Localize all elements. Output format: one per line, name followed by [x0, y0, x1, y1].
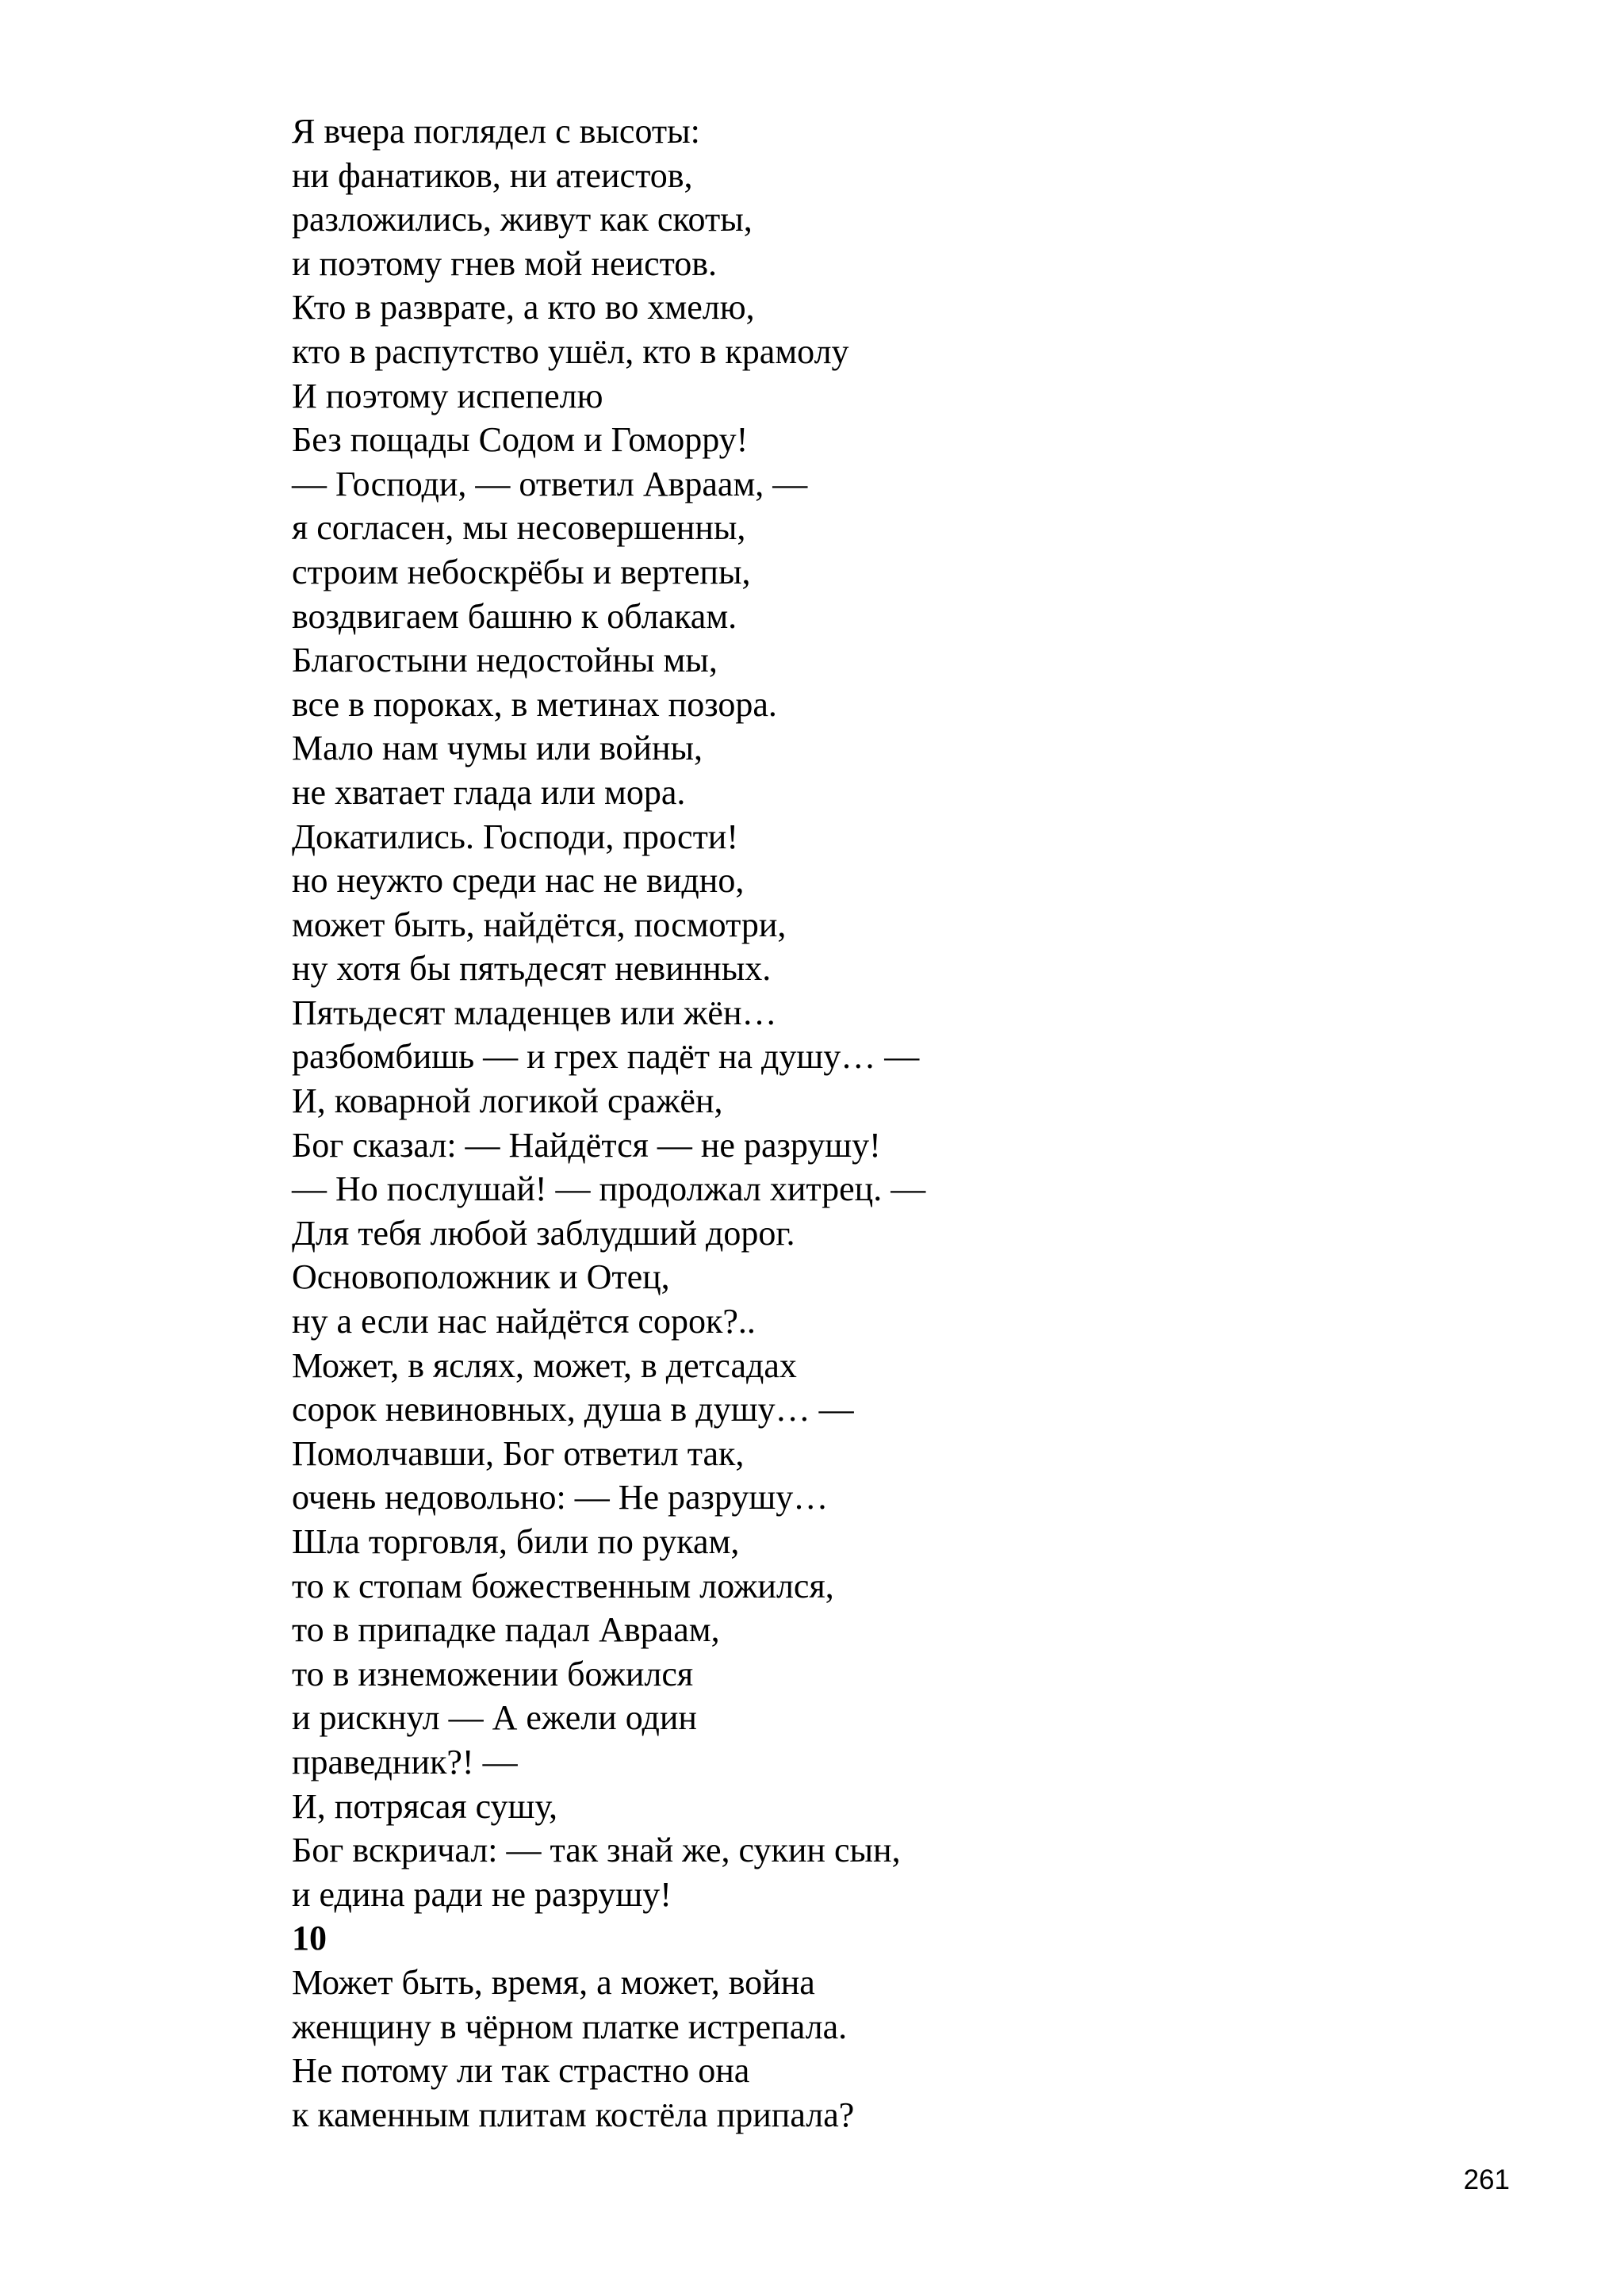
poem-line: но неужто среди нас не видно, [292, 861, 745, 901]
poem-line: И поэтому испепелю [292, 376, 603, 415]
poem-line: я согласен, мы несовершенны, [292, 508, 746, 548]
poem-line: к каменным плитам костёла припала? [292, 2095, 855, 2134]
poem-line: Шла торговля, били по рукам, [292, 1522, 740, 1561]
poem-line: Для тебя любой заблудший дорог. [292, 1213, 795, 1253]
poem-line: И, потрясая сушу, [292, 1786, 558, 1826]
poem-line: и поэтому гнев мой неистов. [292, 243, 718, 283]
poem-line: сорок невиновных, душа в душу… — [292, 1390, 854, 1429]
poem-line: Благостыни недостойны мы, [292, 641, 718, 680]
poem-line: то в изнеможении божился [292, 1654, 694, 1693]
poem-line: — Но послушай! — продолжал хитрец. — [292, 1169, 926, 1209]
poem-line: ну хотя бы пятьдесят невинных. [292, 949, 772, 989]
poem-line: все в пороках, в метинах позора. [292, 684, 777, 724]
poem-text [292, 109, 1402, 2137]
poem-line: очень недовольно: — Не разрушу… [292, 1478, 829, 1517]
poem-line: Кто в разврате, а кто во хмелю, [292, 288, 755, 327]
poem-line: Бог вскричал: — так знай же, сукин сын, [292, 1831, 901, 1870]
poem-line: разложились, живут как скоты, [292, 200, 753, 239]
poem-line: может быть, найдётся, посмотри, [292, 905, 787, 944]
poem-line: Помолчавши, Бог ответил так, [292, 1433, 745, 1473]
poem-line: Может, в яслях, может, в детсадах [292, 1345, 797, 1385]
poem-line: то в припадке падал Авраам, [292, 1610, 720, 1650]
poem-line: и едина ради не разрушу! [292, 1874, 672, 1914]
poem-line: воздвигаем башню к облакам. [292, 596, 737, 636]
poem-line: Без пощады Содом и Гоморру! [292, 420, 749, 460]
poem-line: Докатились. Господи, прости! [292, 817, 738, 856]
poem-line: и рискнул — А ежели один [292, 1698, 697, 1738]
poem-line: женщину в чёрном платке истрепала. [292, 2007, 848, 2046]
poem-line: Мало нам чумы или войны, [292, 729, 703, 768]
poem-line: Основоположник и Отец, [292, 1257, 670, 1297]
poem-line: И, коварной логикой сражён, [292, 1081, 723, 1121]
poem-line: кто в распутство ушёл, кто в крамолу [292, 331, 849, 371]
poem-line: Бог сказал: — Найдётся — не разрушу! [292, 1125, 881, 1165]
poem-line: разбомбишь — и грех падёт на душу… — [292, 1037, 920, 1077]
poem-line: Я вчера поглядел с высоты: [292, 112, 700, 151]
poem-line: Может быть, время, а может, война [292, 1962, 815, 2002]
poem-line: ну а если нас найдётся сорок?.. [292, 1302, 756, 1341]
section-number: 10 [292, 1919, 327, 1958]
poem-line: то к стопам божественным ложился, [292, 1566, 834, 1605]
poem-line: Пятьдесят младенцев или жён… [292, 993, 777, 1032]
page-number: 261 [1463, 2164, 1510, 2195]
poem-line: Не потому ли так страстно она [292, 2051, 750, 2091]
poem-line: — Господи, — ответил Авраам, — [292, 464, 808, 503]
poem-line: ни фанатиков, ни атеистов, [292, 155, 693, 195]
poem-line: строим небоскрёбы и вертепы, [292, 552, 751, 591]
poem-line: не хватает глада или мора. [292, 772, 686, 812]
poem-line: праведник?! — [292, 1742, 518, 1781]
